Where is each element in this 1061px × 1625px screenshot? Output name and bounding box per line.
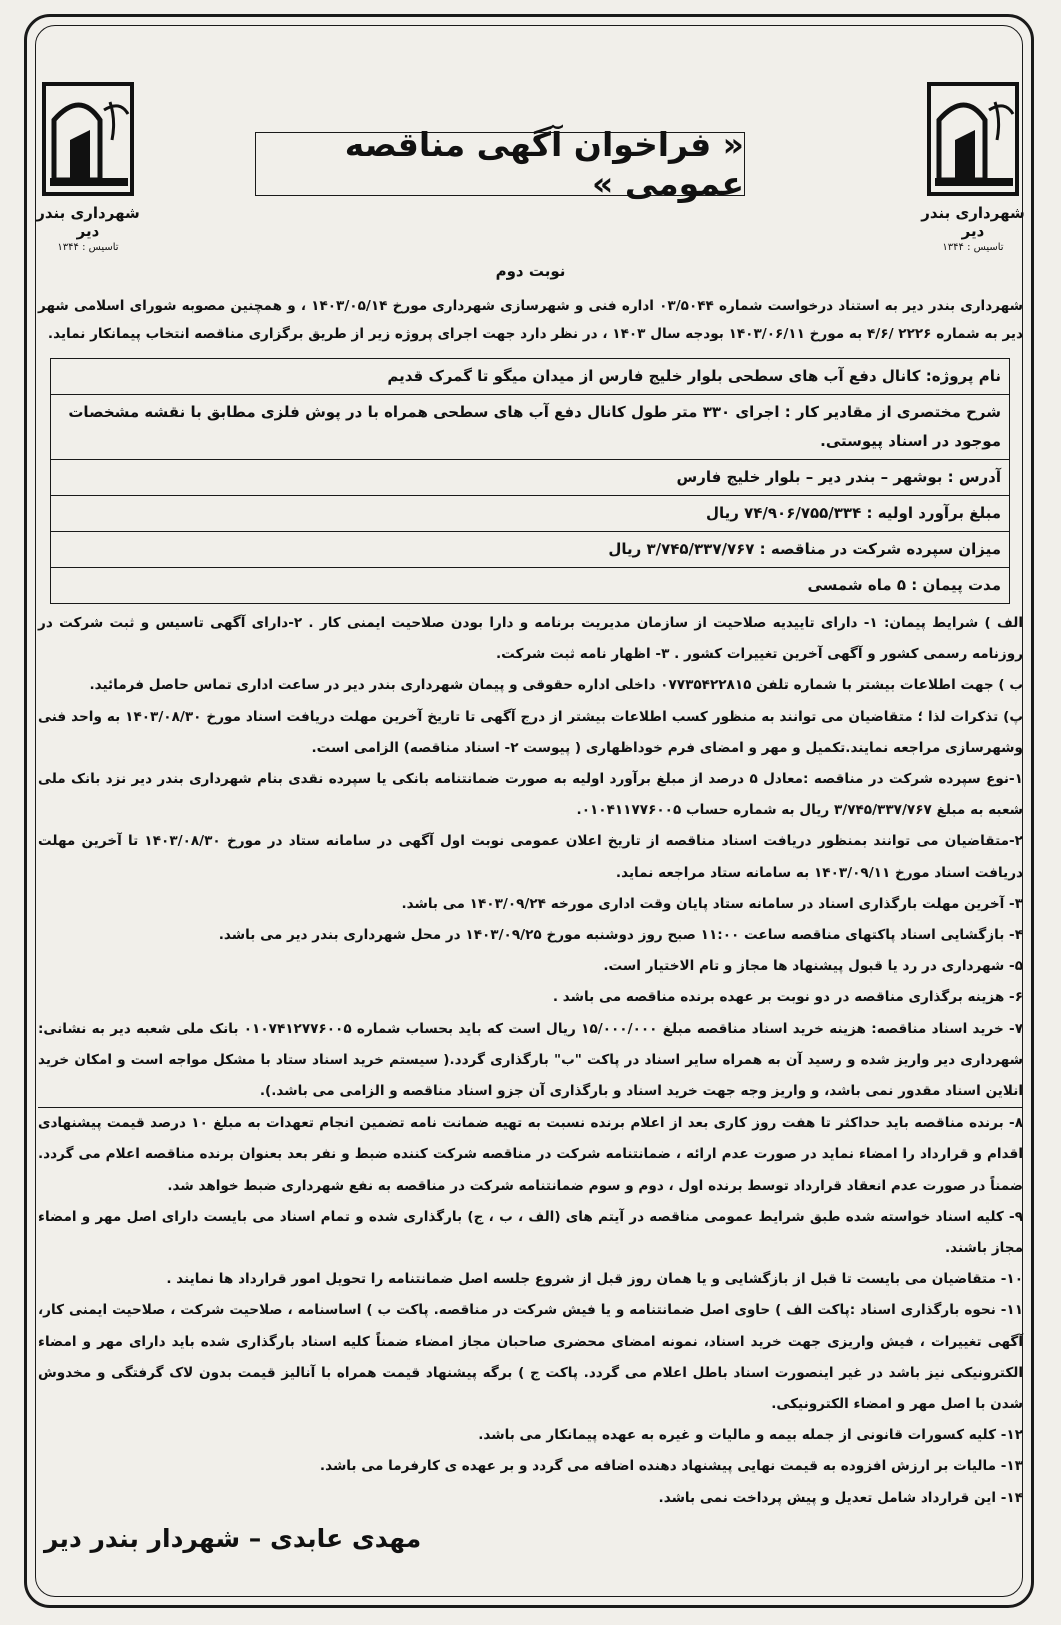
signature: مهدی عابدی – شهردار بندر دیر (44, 1524, 422, 1553)
condition-item: ۱۱- نحوه بارگذاری اسناد :پاکت الف ) حاوی اصل ضمانتنامه و یا فیش شرکت در مناقصه. پاکت ب ) اساسنامه ، صلاحیت شرکت ، صلاحیت ایمنی کار، آگهی تغییرات ، فیش واریزی جهت خرید اسناد، نمونه امضای محضری صاحبان مجاز امضاء ضمناً کلیه اسناد بارگذاری شده باید دارای مهر و امضاء الکترونیکی نیز باشد در غیر اینصورت اسناد باطل اعلام می گردد. پاکت ج ) برگه پیشنهاد قیمت همراه با آنالیز قیمت بدون لاک گرفتگی و مخدوش شدن با اصل مهر و امضاء الکترونیکی. (38, 1302, 1023, 1413)
notice-round: نوبت دوم (495, 262, 566, 280)
notice-title: « فراخوان آگهی مناقصه عمومی » (255, 132, 745, 196)
condition-item: ۱۲- کلیه کسورات قانونی از جمله بیمه و مالیات و غیره به عهده پیمانکار می باشد. (478, 1427, 1023, 1444)
project-description: شرح مختصری از مقادیر کار : اجرای ۳۳۰ متر طول کانال دفع آب های سطحی همراه با در پوش فلزی مطابق با نقشه مشخصات موجود در اسناد پیوستی. (51, 395, 1010, 460)
condition-item: ۱۳- مالیات بر ارزش افزوده به قیمت نهایی پیشنهاد دهنده اضافه می گردد و بر عهده ی کارفرما می باشد. (319, 1458, 1023, 1475)
condition-item: ۱۴- این قرارداد شامل تعدیل و پیش پرداخت نمی باشد. (658, 1489, 1023, 1506)
logo-established: تاسیس : ۱۳۴۴ (942, 242, 1004, 253)
municipality-logo-left (28, 80, 148, 280)
condition-item: ۱-نوع سپرده شرکت در مناقصه :معادل ۵ درصد از مبلغ برآورد اولیه به صورت ضمانتنامه بانکی یا سپرده نقدی بنام شهرداری بندر دیر نزد بانک ملی شعبه به مبلغ ۳/۷۴۵/۳۳۷/۷۶۷ ریال به شماره حساب ۰۱۰۴۱۱۷۷۶۰۰۵. (38, 771, 1023, 819)
condition-item: ۷- خرید اسناد مناقصه: هزینه خرید اسناد مناقصه مبلغ ۱۵/۰۰۰/۰۰۰ ریال است که باید بحساب شماره ۰۱۰۷۴۱۲۷۷۶۰۰۵ بانک ملی شعبه دیر به نشانی: شهرداری دیر واریز شده و رسید آن به همراه سایر اسناد در پاکت "ب" بارگذاری گردد.( سیستم خرید اسناد ستاد با مشکل مواجه است و امکان خرید انلاین اسناد مقدور نمی باشد، و واریز وجه جهت خرید اسناد و بارگذاری آن جزو اسناد مناقصه و الزامی می باشد.). (38, 1014, 1023, 1109)
condition-item: ۳- آخرین مهلت بارگذاری اسناد در سامانه ستاد پایان وقت اداری مورخه ۱۴۰۳/۰۹/۲۴ می باشد. (401, 895, 1023, 912)
condition-item: ۲-متقاضیان می توانند بمنظور دریافت اسناد مناقصه از تاریخ اعلان عمومی نوبت اول آگهی در سامانه ستاد در مورخ ۱۴۰۳/۰۸/۳۰ تا آخرین مهلت دریافت اسناد مورخ ۱۴۰۳/۰۹/۱۱ به سامانه ستاد مراجعه نماید. (38, 833, 1023, 881)
intro-paragraph: شهرداری بندر دیر به استناد درخواست شماره ۰۳/۵۰۴۴ اداره فنی و شهرسازی شهرداری مورخ ۱۴۰۳/۰۵/۱۴ ، و همچنین مصوبه شورای اسلامی شهر دیر به شماره ۲۲۲۶ /۴/۶ به مورخ ۱۴۰۳/۰۶/۱۱ بودجه سال ۱۴۰۳ ، در نظر دارد جهت اجرای پروژه زیر از طریق برگزاری مناقصه انتخاب پیمانکار نماید. (38, 298, 1023, 342)
project-duration: مدت پیمان : ۵ ماه شمسی (51, 568, 1010, 604)
logo-name: شهرداری بندر دیر (921, 204, 1025, 240)
condition-item: ۱۰- متقاضیان می بایست تا قبل از بازگشایی و یا همان روز قبل از شروع جلسه اصل ضمانتنامه را تحویل امور قرارداد ها نمایند . (166, 1271, 1023, 1288)
municipality-emblem-icon (925, 80, 1021, 198)
project-address: آدرس : بوشهر – بندر دیر – بلوار خلیج فارس (51, 460, 1010, 496)
condition-item: ۴- بازگشایی اسناد پاکتهای مناقصه ساعت ۱۱:۰۰ صبح روز دوشنبه مورخ ۱۴۰۳/۰۹/۲۵ در محل شهرداری بندر دیر می باشد. (218, 927, 1023, 944)
condition-item: ۵- شهرداری در رد یا قبول پیشنهاد ها مجاز و تام الاختیار است. (603, 958, 1023, 975)
condition-item: پ) تذکرات لذا ؛ متقاضیان می توانند به منظور کسب اطلاعات بیشتر از درج آگهی تا تاریخ آخرین مهلت دریافت اسناد مورخ ۱۴۰۳/۰۸/۳۰ به واحد فنی وشهرسازی مراجعه نمایند.تکمیل و مهر و امضای فرم خوداظهاری ( پیوست ۲- اسناد مناقصه) الزامی است. (38, 708, 1023, 756)
municipality-logo-right (913, 80, 1033, 280)
condition-item: الف ) شرایط پیمان: ۱- دارای تاییدیه صلاحیت از سازمان مدیریت برنامه و دارا بودن صلاحیت ایمنی کار . ۲-دارای آگهی تاسیس و ثبت شرکت در روزنامه رسمی کشور و آگهی آخرین تغییرات کشور . ۳- اظهار نامه ثبت شرکت. (38, 615, 1023, 663)
condition-item: ۸- برنده مناقصه باید حداکثر تا هفت روز کاری بعد از اعلام برنده نسبت به تهیه ضمانت نامه تضمین انجام تعهدات به مبلغ ۱۰ درصد قیمت پیشنهادی اقدام و قرارداد را امضاء نماید در صورت عدم ارائه ، ضمانتنامه شرکت در مناقصه شرکت کننده ضبط و نفر بعد بعنوان برنده مناقصه اعلام می گردد. ضمناً در صورت عدم انعقاد قرارداد توسط برنده اول ، دوم و سوم ضمانتنامه شرکت در مناقصه به نفع شهرداری ضبط خواهد شد. (38, 1115, 1023, 1194)
project-name: نام پروژه: کانال دفع آب های سطحی بلوار خلیج فارس از میدان میگو تا گمرک قدیم (51, 359, 1010, 395)
logo-established: تاسیس : ۱۳۴۴ (57, 242, 119, 253)
condition-item: ۶- هزینه برگذاری مناقصه در دو نوبت بر عهده برنده مناقصه می باشد . (552, 989, 1023, 1006)
conditions-list (38, 608, 1023, 1514)
project-info-table (50, 358, 1010, 604)
project-estimate: مبلغ برآورد اولیه : ۷۴/۹۰۶/۷۵۵/۳۳۴ ریال (51, 496, 1010, 532)
condition-item: ب ) جهت اطلاعات بیشتر با شماره تلفن ۰۷۷۳۵۴۲۲۸۱۵ داخلی اداره حقوقی و پیمان شهرداری بندر دیر در ساعت اداری تماس حاصل فرمائید. (89, 677, 1023, 694)
municipality-emblem-icon (40, 80, 136, 198)
condition-item: ۹- کلیه اسناد خواسته شده طبق شرایط عمومی مناقصه در آیتم های (الف ، ب ، ج) بارگذاری شده و تمام اسناد می بایست دارای اصل مهر و امضاء مجاز باشند. (38, 1208, 1023, 1257)
logo-name: شهرداری بندر دیر (36, 204, 140, 240)
project-deposit: میزان سپرده شرکت در مناقصه : ۳/۷۴۵/۳۳۷/۷۶۷ ریال (51, 532, 1010, 568)
